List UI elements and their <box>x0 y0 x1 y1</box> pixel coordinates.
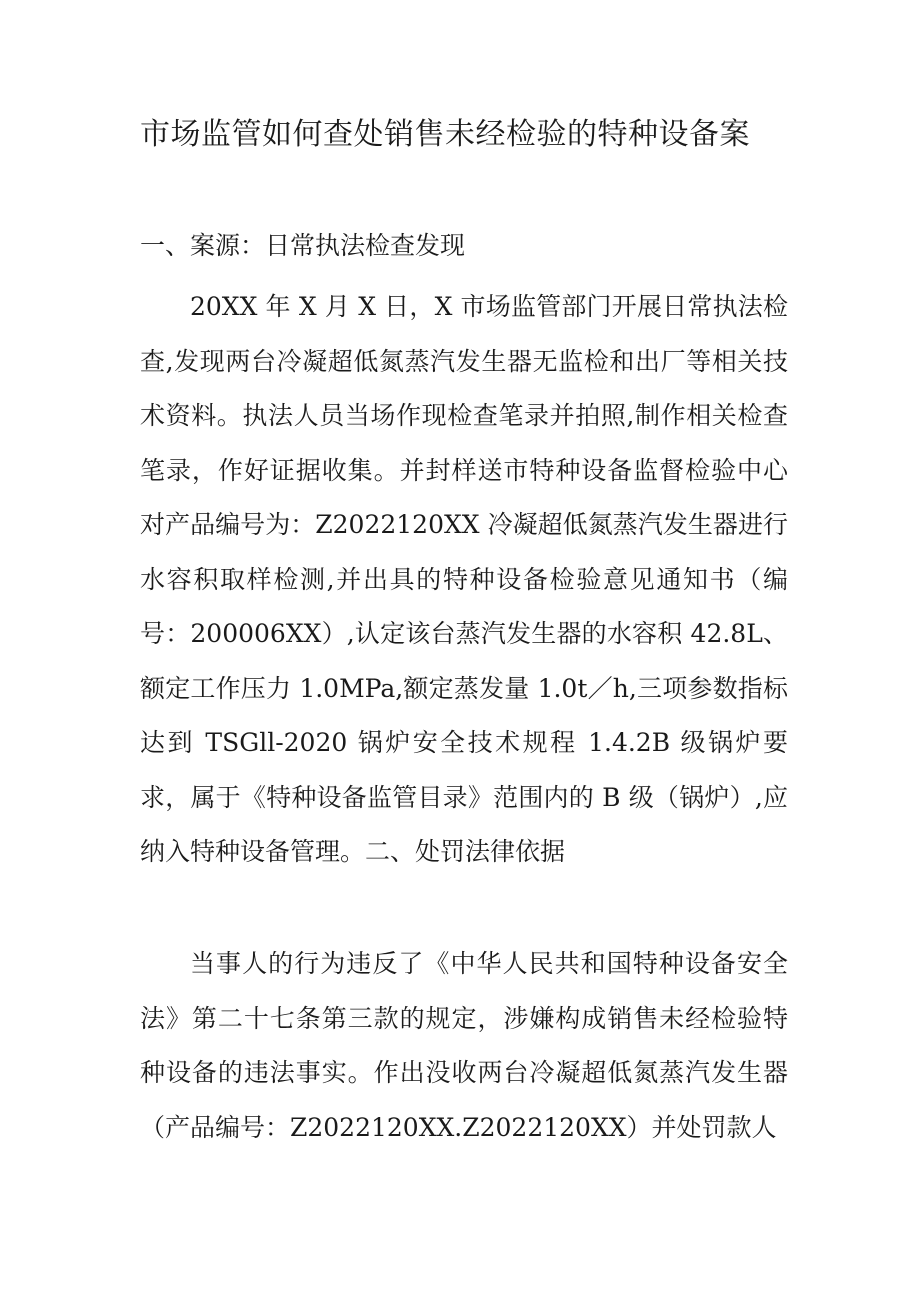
document-title: 市场监管如何查处销售未经检验的特种设备案 <box>140 117 750 152</box>
section-heading: 一、案源：日常执法检查发现 <box>140 231 466 260</box>
paragraph-penalty: 当事人的行为违反了《中华人民共和国特种设备安全法》第二十七条第三款的规定，涉嫌构成销售未经检验特种设备的违法事实。作出没收两台冷凝超低氮蒸汽发生器（产品编号：Z2022120XX.Z2022120XX）并处罚款人 <box>140 949 788 1142</box>
paragraph-case-source: 20XX 年 X 月 X 日，X 市场监管部门开展日常执法检查,发现两台冷凝超低氮蒸汽发生器无监检和出厂等相关技术资料。执法人员当场作现检查笔录并拍照,制作相关检查笔录，作好证据收集。并封样送市特种设备监督检验中心对产品编号为：Z2022120XX 冷凝超低氮蒸汽发生器进行水容积取样检测,并出具的特种设备检验意见通知书（编号：200006XX）,认定该台蒸汽发生器的水容积 42.8L、额定工作压力 1.0MPa,额定蒸发量 1.0t／h,三项参数指标达到 TSGll-2020 锅炉安全技术规程 1.4.2B 级锅炉要求，属于《特种设备监管目录》范围内的 B 级（锅炉）,应纳入特种设备管理。二、处罚法律依据 <box>140 292 788 866</box>
